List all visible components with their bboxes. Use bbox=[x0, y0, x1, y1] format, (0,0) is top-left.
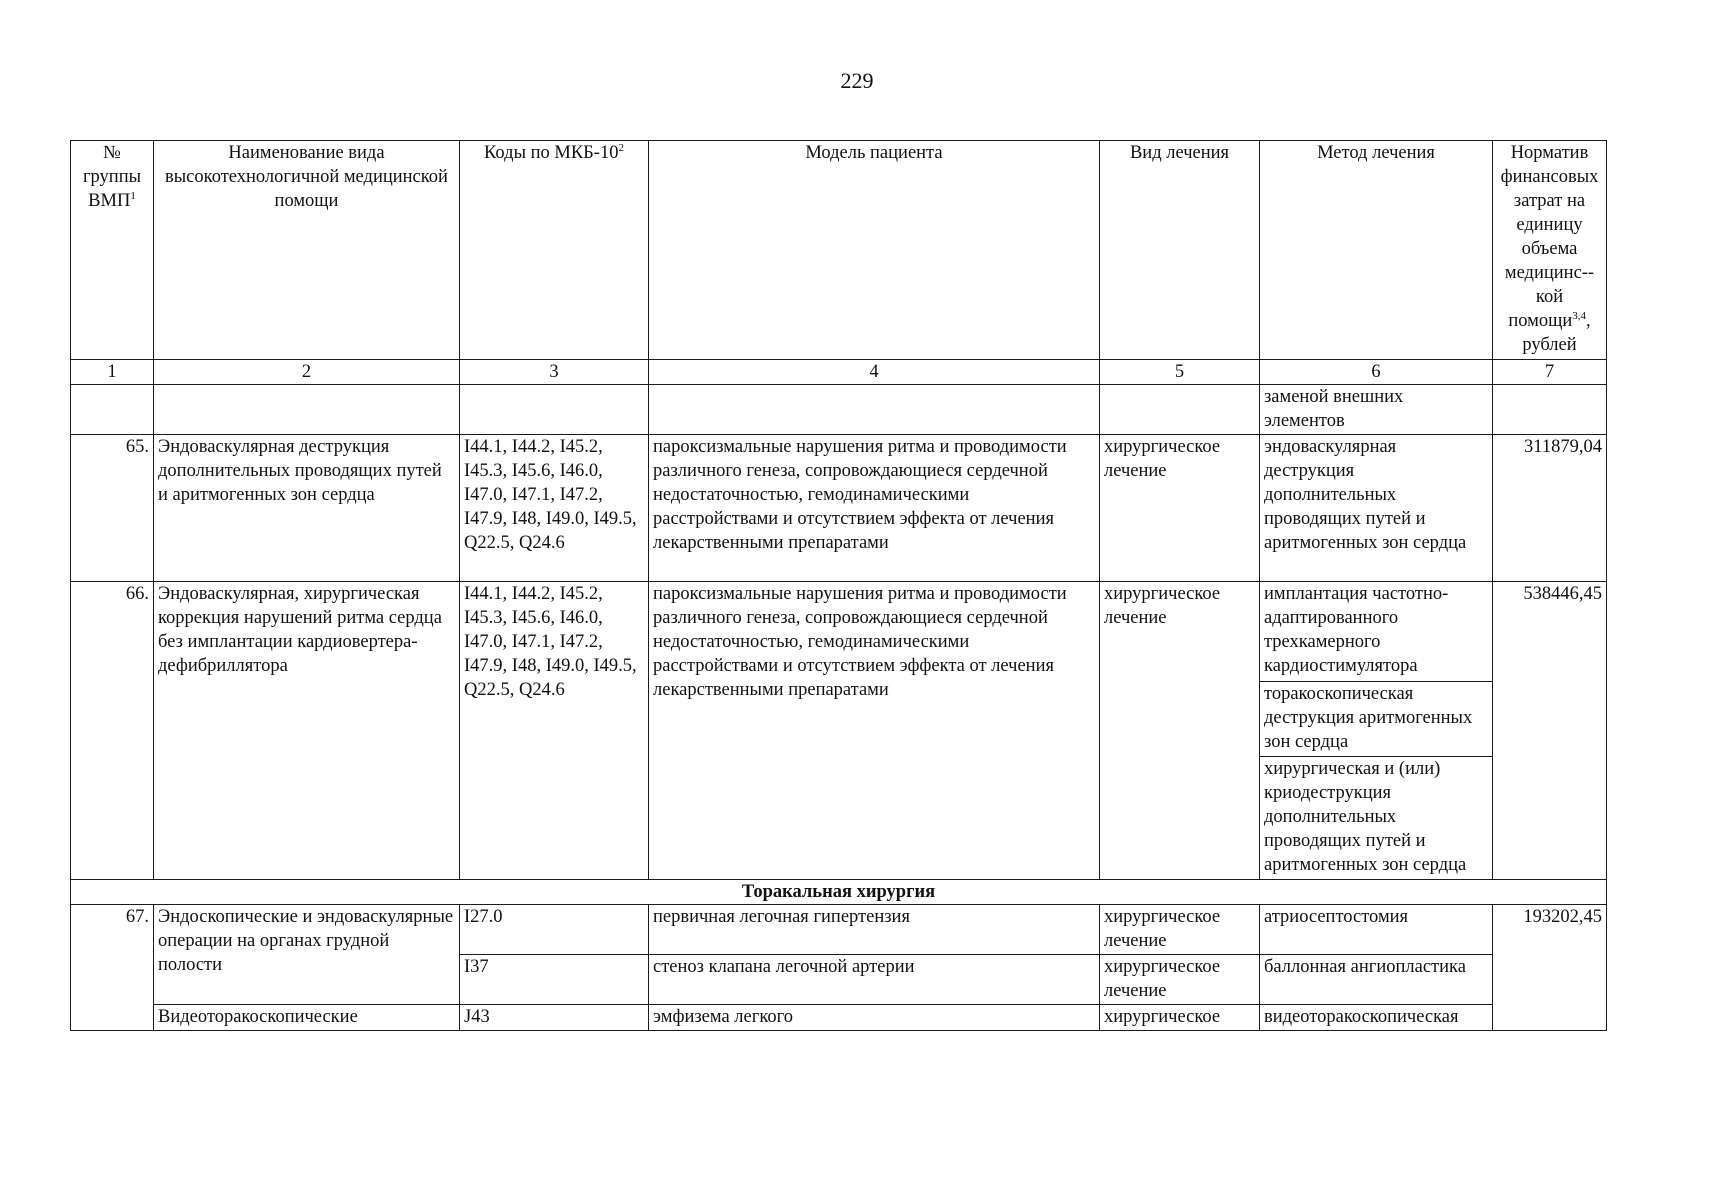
page-number: 229 bbox=[840, 68, 874, 93]
header-row bbox=[71, 141, 1607, 360]
header-cost-norm: Норматив финансовых затрат на единицу объема медицинс--кой помощи$^{3,4}$, рублей bbox=[1493, 141, 1607, 360]
header-icd-codes: Коды по МКБ-$10^2$ bbox=[460, 141, 649, 360]
patient-model: стеноз клапана легочной артерии bbox=[649, 955, 1100, 1005]
column-number: 7 bbox=[1493, 360, 1607, 385]
icd-codes: I44.1, I44.2, I45.2, I45.3, I45.6, I46.0, I47.0, I47.1, I47.2, I47.9, I48, I49.0, I49.5, Q22.5, Q24.6 bbox=[460, 435, 649, 582]
care-type: Эндоваскулярная деструкция дополнительных проводящих путей и аритмогенных зон сердца bbox=[154, 435, 460, 582]
treatment-type: хирургическое лечение bbox=[1100, 582, 1260, 880]
treatment-method: баллонная ангиопластика bbox=[1260, 955, 1493, 1005]
care-type: Видеоторакоскопические bbox=[154, 1005, 460, 1031]
group-number: 67. bbox=[71, 905, 154, 1031]
section-title: Торакальная хирургия bbox=[71, 880, 1607, 905]
empty-cell bbox=[154, 385, 460, 435]
column-number: 5 bbox=[1100, 360, 1260, 385]
cost-norm: 311879,04 bbox=[1493, 435, 1607, 582]
group-number: 65. bbox=[71, 435, 154, 582]
column-number-row bbox=[71, 360, 1607, 385]
care-type: Эндоскопические и эндоваскулярные операции на органах грудной полости bbox=[154, 905, 460, 1005]
care-type: Эндоваскулярная, хирургическая коррекция нарушений ритма сердца без имплантации кардиовертера-дефибриллятора bbox=[154, 582, 460, 880]
cost-norm: 193202,45 bbox=[1493, 905, 1607, 1031]
patient-model: пароксизмальные нарушения ритма и проводимости различного генеза, сопровождающиеся сердечной недостаточностью, гемодинамическими расстройствами и отсутствием эффекта от лечения лекарственными препаратами bbox=[649, 435, 1100, 582]
cost-norm: 538446,45 bbox=[1493, 582, 1607, 880]
icd-codes: I44.1, I44.2, I45.2, I45.3, I45.6, I46.0, I47.0, I47.1, I47.2, I47.9, I48, I49.0, I49.5, Q22.5, Q24.6 bbox=[460, 582, 649, 880]
patient-model: пароксизмальные нарушения ритма и проводимости различного генеза, сопровождающиеся сердечной недостаточностью, гемодинамическими расстройствами и отсутствием эффекта от лечения лекарственными препаратами bbox=[649, 582, 1100, 880]
treatment-method: торакоскопическая деструкция аритмогенных зон сердца bbox=[1260, 682, 1493, 757]
empty-cell bbox=[649, 385, 1100, 435]
icd-codes: I37 bbox=[460, 955, 649, 1005]
header-treatment-type: Вид лечения bbox=[1100, 141, 1260, 360]
empty-cell bbox=[71, 385, 154, 435]
section-row bbox=[71, 880, 1607, 905]
treatment-type: хирургическое лечение bbox=[1100, 905, 1260, 955]
header-care-type: Наименование вида высокотехнологичной медицинской помощи bbox=[154, 141, 460, 360]
treatment-method: хирургическая и (или) криодеструкция дополнительных проводящих путей и аритмогенных зон сердца bbox=[1260, 757, 1493, 880]
header-group-number: № группы ВМП$^1$ bbox=[71, 141, 154, 360]
treatment-method: имплантация частотно-адаптированного трехкамерного кардиостимулятора bbox=[1260, 582, 1493, 682]
icd-codes: J43 bbox=[460, 1005, 649, 1031]
empty-cell bbox=[1493, 385, 1607, 435]
treatment-type: хирургическое bbox=[1100, 1005, 1260, 1031]
table-row-66 bbox=[71, 582, 1607, 682]
column-number: 6 bbox=[1260, 360, 1493, 385]
patient-model: первичная легочная гипертензия bbox=[649, 905, 1100, 955]
empty-cell bbox=[1100, 385, 1260, 435]
table-row-65 bbox=[71, 435, 1607, 582]
header-treatment-method: Метод лечения bbox=[1260, 141, 1493, 360]
icd-codes: I27.0 bbox=[460, 905, 649, 955]
header-patient-model: Модель пациента bbox=[649, 141, 1100, 360]
treatment-type: хирургическое лечение bbox=[1100, 435, 1260, 582]
table-row-67 bbox=[71, 905, 1607, 955]
vmp-table bbox=[70, 140, 1607, 1031]
column-number: 1 bbox=[71, 360, 154, 385]
column-number: 4 bbox=[649, 360, 1100, 385]
treatment-method: эндоваскулярная деструкция дополнительных проводящих путей и аритмогенных зон сердца bbox=[1260, 435, 1493, 582]
patient-model: эмфизема легкого bbox=[649, 1005, 1100, 1031]
continuation-method: заменой внешних элементов bbox=[1260, 385, 1493, 435]
column-number: 2 bbox=[154, 360, 460, 385]
treatment-type: хирургическое лечение bbox=[1100, 955, 1260, 1005]
group-number: 66. bbox=[71, 582, 154, 880]
empty-cell bbox=[460, 385, 649, 435]
treatment-method: атриосептостомия bbox=[1260, 905, 1493, 955]
table-row-67-sub-3 bbox=[71, 1005, 1607, 1031]
column-number: 3 bbox=[460, 360, 649, 385]
treatment-method: видеоторакоскопическая bbox=[1260, 1005, 1493, 1031]
continuation-row bbox=[71, 385, 1607, 435]
